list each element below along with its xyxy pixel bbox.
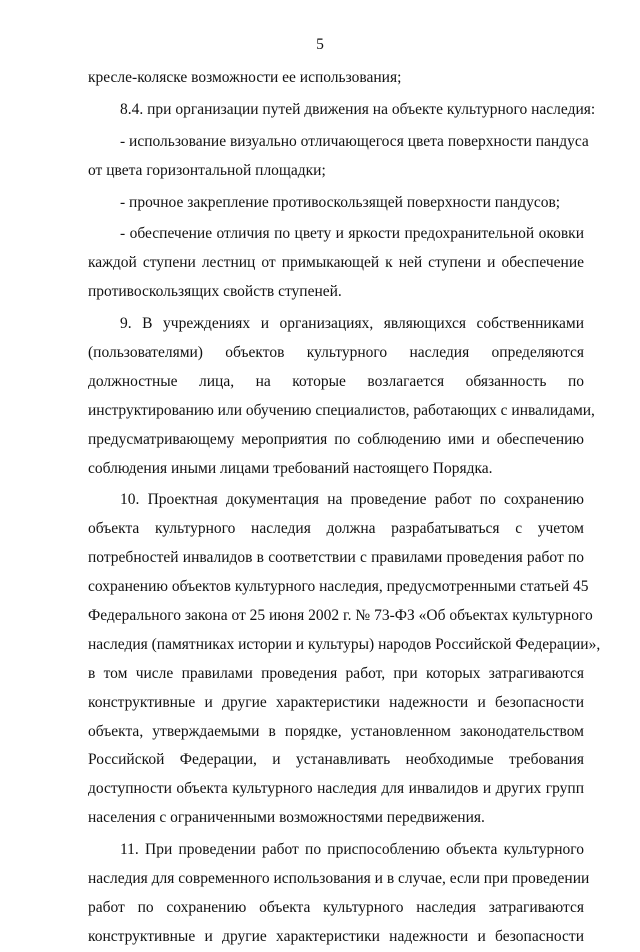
text-line: конструктивные и другие характеристики надежности и безопасности (88, 693, 584, 711)
document-body (88, 64, 601, 952)
text-line: наследия для современного использования и в случае, если при проведении (88, 870, 590, 888)
text-line: работ по сохранению объекта культурного наследия затрагиваются (88, 898, 584, 916)
text-line: конструктивные и другие характеристики надежности и безопасности (88, 927, 584, 945)
text-line: наследия (памятниках истории и культуры) народов Российской Федерации», (88, 635, 601, 653)
text-line: 11. При проведении работ по приспособлению объекта культурного (120, 841, 584, 859)
text-line: инструктированию или обучению специалистов, работающих с инвалидами, (88, 401, 595, 419)
text-line: предусматривающему мероприятия по соблюдению ими и обеспечению (88, 430, 584, 448)
text-line: (пользователями) объектов культурного наследия определяются (88, 344, 584, 362)
page-number: 5 (316, 36, 324, 53)
text-line: - прочное закрепление противоскользящей поверхности пандусов; (120, 193, 561, 211)
text-line: Российской Федерации, и устанавливать необходимые требования (88, 751, 584, 769)
text-line: - использование визуально отличающегося цвета поверхности пандуса (120, 132, 589, 150)
text-line: - обеспечение отличия по цвету и яркости предохранительной оковки (120, 225, 584, 243)
text-line: соблюдения иными лицами требований настоящего Порядка. (88, 459, 493, 477)
text-line: Федерального закона от 25 июня 2002 г. № 73-ФЗ «Об объектах культурного (88, 607, 593, 625)
text-line: сохранению объектов культурного наследия, предусмотренными статьей 45 (88, 578, 589, 596)
text-line: доступности объекта культурного наследия для инвалидов и других групп (88, 780, 584, 798)
text-line: каждой ступени лестниц от примыкающей к ней ступени и обеспечение (88, 254, 584, 272)
text-line: 10. Проектная документация на проведение работ по сохранению (120, 491, 584, 509)
text-line: кресле-коляске возможности ее использования; (88, 69, 402, 86)
text-line: объекта, утверждаемыми в порядке, установленном законодательством (88, 722, 584, 740)
text-line: населения с ограниченными возможностями передвижения. (88, 809, 485, 827)
text-line: от цвета горизонтальной площадки; (88, 161, 326, 179)
text-line: в том числе правилами проведения работ, при которых затрагиваются (88, 664, 584, 682)
text-line: противоскользящих свойств ступеней. (88, 283, 342, 301)
text-line: должностные лица, на которые возлагается обязанность по (88, 372, 584, 390)
text-line: потребностей инвалидов в соответствии с правилами проведения работ по (88, 549, 584, 567)
text-line: 8.4. при организации путей движения на объекте культурного наследия: (120, 100, 596, 118)
text-line: 9. В учреждениях и организациях, являющихся собственниками (120, 315, 584, 333)
text-line: объекта культурного наследия должна разрабатываться с учетом (88, 520, 584, 538)
